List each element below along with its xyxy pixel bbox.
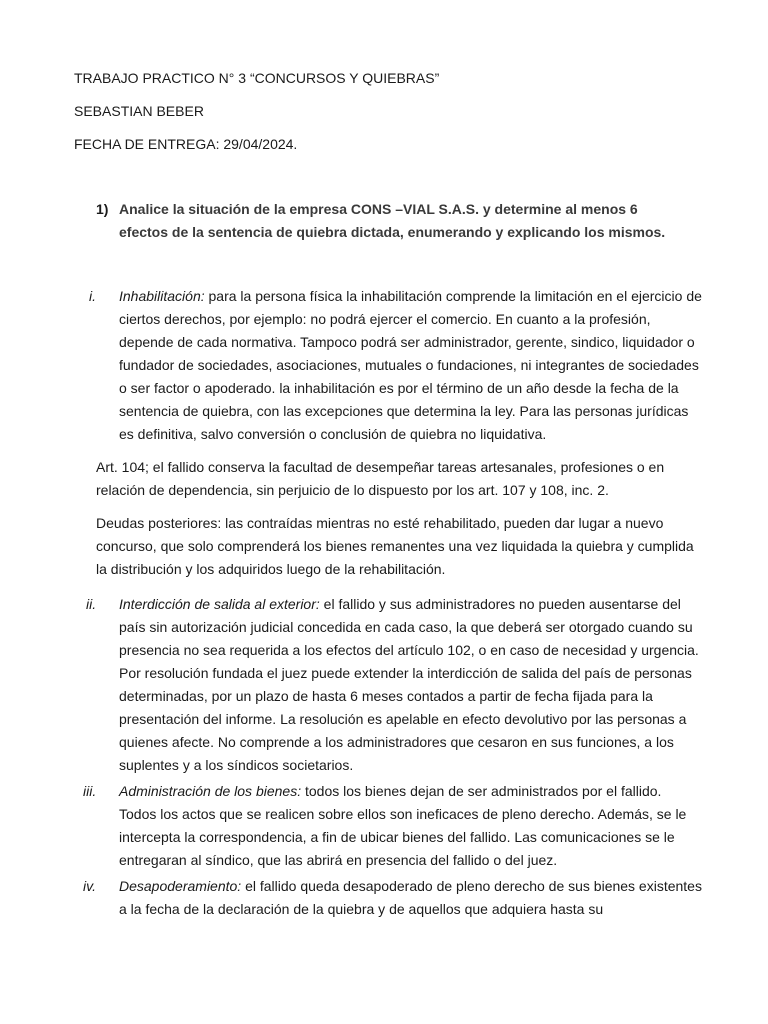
item-text: todos los bienes dejan de ser administrados por el fallido. Todos los actos que se realicen sobre ellos son ineficaces de pleno derecho. Además, se le intercepta la correspondencia, a fin de ubicar bienes del fallido. Las comunicaciones se le entregaran al síndico, que las abrirá en presencia del fallido o del juez. (119, 783, 687, 868)
document-title: TRABAJO PRACTICO N° 3 “CONCURSOS Y QUIEBRAS” (74, 70, 440, 86)
paragraph-art-104: Art. 104; el fallido conserva la facultad de desempeñar tareas artesanales, profesiones o en relación de dependencia, sin perjuicio de lo dispuesto por los art. 107 y 108, inc. 2. (96, 459, 665, 498)
list-item-iii (0, 780, 768, 872)
item-numeral: iii. (83, 783, 97, 799)
question-number: 1) (96, 201, 109, 217)
item-numeral: i. (89, 288, 96, 304)
item-numeral: iv. (83, 878, 96, 894)
item-title: Inhabilitación: (119, 288, 205, 304)
item-text: para la persona física la inhabilitación comprende la limitación en el ejercicio de ciertos derechos, por ejemplo: no podrá ejercer el comercio. En cuanto a la profesión, depende de cada normativa. Tampoco podrá ser administrador, gerente, sindico, liquidador o fundador de sociedades, asociaciones, mutuales o fundaciones, ni integrantes de sociedades o ser factor o apoderado. la inhabilitación es por el término de un año desde la fecha de la sentencia de quiebra, con las excepciones que determina la ley. Para las personas jurídicas es definitiva, salvo conversión o conclusión de quiebra no liquidativa. (119, 288, 702, 442)
item-title: Administración de los bienes: (119, 783, 302, 799)
item-title: Interdicción de salida al exterior: (119, 596, 320, 612)
paragraph-deudas-posteriores: Deudas posteriores: las contraídas mientras no esté rehabilitado, pueden dar lugar a nuevo concurso, que solo comprenderá los bienes remanentes una vez liquidada la quiebra y cumplida la distribución y los adquiridos luego de la rehabilitación. (96, 515, 694, 577)
item-text: el fallido y sus administradores no pueden ausentarse del país sin autorización judicial concedida en cada caso, la que deberá ser otorgado cuando su presencia no sea requerida a los efectos del artículo 102, o en caso de necesidad y urgencia. Por resolución fundada el juez puede extender la interdicción de salida del país de personas determinadas, por un plazo de hasta 6 meses contados a partir de fecha fijada para la presentación del informe. La resolución es apelable en efecto devolutivo por las personas a quienes afecte. No comprende a los administradores que cesaron en sus funciones, a los suplentes y a los síndicos societarios. (119, 596, 699, 773)
question-1 (96, 198, 686, 244)
due-date: FECHA DE ENTREGA: 29/04/2024. (74, 136, 298, 152)
item-numeral: ii. (86, 596, 97, 612)
list-item-ii (0, 593, 768, 777)
list-item-iv (0, 875, 768, 921)
item-title: Desapoderamiento: (119, 878, 242, 894)
question-text: Analice la situación de la empresa CONS –VIAL S.A.S. y determine al menos 6 efectos de la sentencia de quiebra dictada, enumerando y explicando los mismos. (119, 201, 666, 240)
item-text: el fallido queda desapoderado de pleno derecho de sus bienes existentes a la fecha de la declaración de la quiebra y de aquellos que adquiera hasta su (119, 878, 702, 917)
list-item-i (0, 285, 768, 446)
answer-list (0, 285, 768, 924)
author-name: SEBASTIAN BEBER (74, 103, 204, 119)
